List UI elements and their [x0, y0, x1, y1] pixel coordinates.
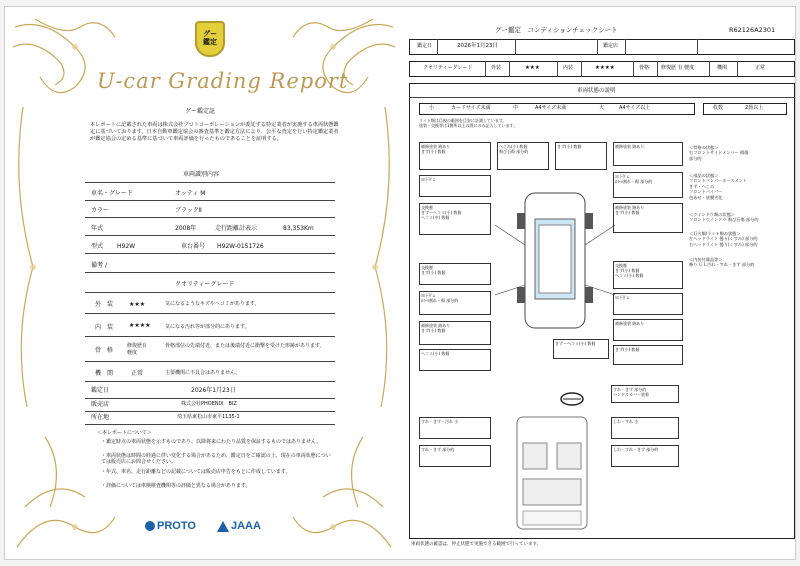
- cell-right-front-tire: Ｈ下ﾀﾞﾑ ﾎｲｰﾙ割れ・傷 部分的: [613, 172, 683, 198]
- size-small-label: 小: [429, 105, 435, 111]
- proto-logo: [145, 520, 196, 532]
- cell-right-rear-tire: Ｈ下ﾀﾞﾑ: [613, 293, 683, 315]
- frame-grade: 修復歴有 軽度: [127, 343, 148, 356]
- state-title: 車両状態の説明: [577, 88, 616, 94]
- interior-items-note: ＜内装付属品等＞ 飾り ＵＬ汚れ・すれ・きず 部分的: [689, 257, 755, 268]
- model-value: H92W: [117, 243, 136, 250]
- divider: [85, 313, 335, 314]
- sheet-title: グー鑑定 コンディションチェックシート: [495, 26, 618, 34]
- quality-grade-label: クオリティーグレード: [423, 65, 473, 71]
- cell-left-rear-door: 交換歴 きず(小) 数個: [419, 263, 491, 285]
- divider: [409, 97, 795, 98]
- sheet-footer: 車両状態の確認は、停止状態で実施できる範囲で行っています。: [411, 542, 542, 547]
- q-engine-value: 正常: [755, 65, 766, 71]
- divider: [85, 411, 335, 412]
- size-big-label: 大: [599, 105, 605, 111]
- exterior-label: 外 装: [95, 301, 114, 308]
- q-exterior-value: ★★★: [525, 65, 540, 71]
- condition-check-sheet: [407, 7, 797, 561]
- date-value: 2026年1月23日: [457, 43, 498, 49]
- cell-rear-gate: きず～ヘコミ(小) 数個: [553, 339, 609, 359]
- divider: [633, 61, 634, 77]
- color-value: ブラックⅡ: [175, 207, 202, 214]
- divider: [485, 61, 486, 77]
- vehicle-section-title: 車両識別内容: [183, 171, 220, 178]
- divider: [85, 336, 335, 337]
- exterior-grade: ★★★: [129, 301, 146, 308]
- q-frame-value: 修復歴 有 軽度: [661, 65, 695, 71]
- goo-kantei-badge: グー 鑑定: [195, 21, 225, 57]
- divider: [85, 292, 335, 293]
- divider: [85, 200, 335, 201]
- cell-front-bumper: きず(小) 数個: [555, 142, 607, 170]
- size-big-value: A4サイズ以上: [619, 105, 651, 111]
- year-label: 年式: [91, 225, 104, 232]
- interior-grade: ★★★★: [129, 322, 151, 329]
- cell-front-right-fender: 補修塗装 跡あり: [613, 142, 683, 166]
- report-sheet: [4, 6, 796, 560]
- remarks-slash: /: [105, 262, 108, 269]
- cell-front-seat-right: しわ・すれ 小: [611, 417, 679, 439]
- interior-desc: 気になる汚れ等が部分的にあります。: [165, 324, 250, 330]
- cell-left-rear-quarter: 補修塗装 跡あり きず(小) 数個: [419, 321, 491, 345]
- divider: [85, 217, 335, 218]
- size-mid-label: 中: [513, 105, 519, 111]
- exterior-desc: 気になるようなキズやヘコミがあります。: [165, 301, 260, 307]
- divider: [509, 61, 510, 77]
- q-frame-label: 骨格: [639, 65, 650, 71]
- chassis-label: 車台番号: [181, 243, 206, 250]
- lights-state-note: ＜灯火類/ライト類の状態＞ 左ヘッドライト 曇り(くすみ) 部分的 右ヘッドライト 曇り(くすみ) 部分的: [689, 231, 758, 247]
- certificate-label: グー鑑定証: [185, 108, 216, 115]
- divider: [737, 61, 738, 77]
- engine-grade: 正常: [131, 370, 144, 377]
- cell-steering: すれ・きず 部分的 ハンドルカバー装着: [611, 385, 679, 403]
- divider: [85, 272, 335, 273]
- notes-title: ＜本レポートについて＞: [97, 430, 152, 436]
- cell-front-left-bumper: 補修塗装 跡あり きず(小) 数個: [419, 142, 491, 170]
- divider: [515, 39, 516, 55]
- q-exterior-label: 外装: [491, 65, 502, 71]
- divider: [85, 361, 335, 362]
- car-name-label: 車名・グレード: [91, 190, 134, 197]
- cell-rear-bumper-right: きず(小) 数個: [613, 345, 683, 365]
- grading-report-certificate: [5, 7, 403, 561]
- divider: [85, 424, 335, 425]
- cell-left-rear-tire: Ｈ下ﾀﾞﾑ ﾎｲｰﾙ割れ・傷 部分的: [419, 291, 491, 315]
- proto-logo-mark-icon: [145, 521, 155, 531]
- q-interior-value: ★★★★: [595, 65, 615, 71]
- year-value: 2008年: [175, 225, 197, 232]
- steering-wheel-icon: [559, 391, 585, 407]
- cell-hood: へこみ(小) 数個 飛び石傷 部分的: [497, 142, 549, 170]
- cell-left-front-tire: Ｈ下ﾀﾞﾑ: [419, 175, 491, 197]
- color-label: カラー: [91, 207, 110, 214]
- cell-rear-seat-left: すれ・きず 部分的: [419, 445, 491, 467]
- cell-right-front-door: 補修塗装 跡あり きず(小) 数個: [613, 203, 683, 233]
- divider: [657, 61, 658, 77]
- divider: [85, 398, 335, 399]
- chassis-value: H92W-0151726: [217, 243, 264, 250]
- appraisal-date-label: 鑑定日: [91, 387, 110, 394]
- car-name-value: オッティ M: [175, 190, 206, 197]
- count-label: 枚数: [713, 105, 724, 111]
- divider: [557, 61, 558, 77]
- report-title: U-car Grading Report: [97, 69, 349, 93]
- q-engine-label: 機関: [717, 65, 728, 71]
- address-value: 埼玉県東松山市東平1135-1: [177, 414, 240, 420]
- date-label: 鑑定日: [417, 43, 433, 49]
- window-state-note: ＜ウインドウ類の状態＞ フロントウインドウ 飛び石傷 部分的: [689, 212, 759, 223]
- note-1: ・鑑定時点の車両状態を示すものであり、以降将来にわたり品質を保証するものではありません。: [101, 439, 322, 445]
- note-2: ・車両状態は時間の経過に伴い変化する場合があるため、鑑定日をご確認の上、現在の車両状態については販売店にお問合せください。: [101, 453, 331, 465]
- divider: [625, 39, 626, 55]
- divider: [85, 235, 335, 236]
- size-small-value: カードサイズ未満: [451, 105, 491, 111]
- divider: [697, 39, 698, 55]
- cell-right-rear-door: 交換歴 きず(小) 数個 ヘコミ(小) 数個: [613, 261, 683, 289]
- document-id: R62126A2301: [729, 26, 776, 34]
- jaaa-logo-mark-icon: [217, 521, 229, 532]
- frame-label: 骨 格: [95, 347, 114, 354]
- mileage-value: 83,353Km: [283, 225, 314, 232]
- size-mid-value: A4サイズ未満: [535, 105, 567, 111]
- divider: [597, 39, 598, 55]
- engine-desc: 主要機関に不具合はありません。: [165, 370, 241, 376]
- note-4: ・評価については車検検査機関等の評価と異なる場合があります。: [101, 483, 251, 489]
- cell-rear-bumper-left: ヘコミ(小) 数個: [419, 349, 491, 371]
- cell-left-front-door: 交換歴 きず～ヘコミ(小) 数個 ヘコミ(中) 数個: [419, 203, 491, 235]
- interior-label: 内 装: [95, 324, 114, 331]
- parts-state-note: ＜部品の状態＞ フロントバンパーホースメント きず・へこみ フロントパイパー 色あせ・塗膜劣化: [689, 173, 748, 200]
- intro-text: 本レポートに記載された車両は株式会社プロトコーポレーションが委託する特定業者が実施する車両状態鑑定に基づいております。日本自動車鑑定協会の審査基準と鑑定方法により、公平な査定を行い特定鑑定業者が鑑定協会の定める基準に基づいて車両評価を行ったものであることを証明する。: [90, 122, 339, 142]
- appraisal-date-value: 2026年1月23日: [191, 387, 236, 394]
- note-3: ・年式、車名、走行距離などの記載については販売店申告をもとに作成しています。: [101, 469, 291, 475]
- mileage-label: 走行距離計表示: [215, 225, 258, 232]
- cell-right-rear-quarter: 補修塗装 跡あり: [613, 319, 683, 341]
- quality-section-title: クオリティーグレード: [175, 281, 235, 288]
- address-label: 所在地: [91, 414, 110, 421]
- car-diagram: [495, 185, 615, 335]
- cell-front-seat-left: すれ・きず・汚れ 小: [419, 417, 491, 439]
- shop-value: 株式会社PHOENIX BIZ: [181, 401, 237, 407]
- jaaa-logo: [217, 520, 261, 532]
- divider: [85, 381, 335, 382]
- jaaa-logo-text: JAAA: [231, 520, 261, 532]
- cell-rear-seat-right: しわ・すれ・きず 部分的: [611, 445, 679, 467]
- frame-desc: 骨格部位の先端付近、または後端付近に衝撃を受けた形跡があります。: [165, 343, 325, 349]
- divider: [85, 182, 335, 183]
- frame-state-note: ＜骨格の状態＞ 右フロントサイドメンバー 損傷 部分的: [689, 145, 749, 161]
- q-interior-label: 内装: [563, 65, 574, 71]
- count-value: 2箇以上: [745, 105, 764, 111]
- interior-diagram: [507, 413, 597, 533]
- divider: [709, 61, 710, 77]
- proto-logo-text: PROTO: [157, 520, 196, 532]
- engine-label: 機 関: [95, 370, 114, 377]
- divider: [85, 253, 335, 254]
- remarks-label: 備考: [91, 262, 104, 269]
- divider: [437, 39, 438, 55]
- model-label: 型式: [91, 243, 104, 250]
- size-note: ライト類は目視の範囲を目安に計測しています。 塗装・交換等は1箇所以上の際にのみ記入しています。: [419, 118, 518, 128]
- shop-label: 販売店: [91, 401, 110, 408]
- divider: [581, 61, 582, 77]
- shop-label: 鑑定店: [603, 43, 619, 49]
